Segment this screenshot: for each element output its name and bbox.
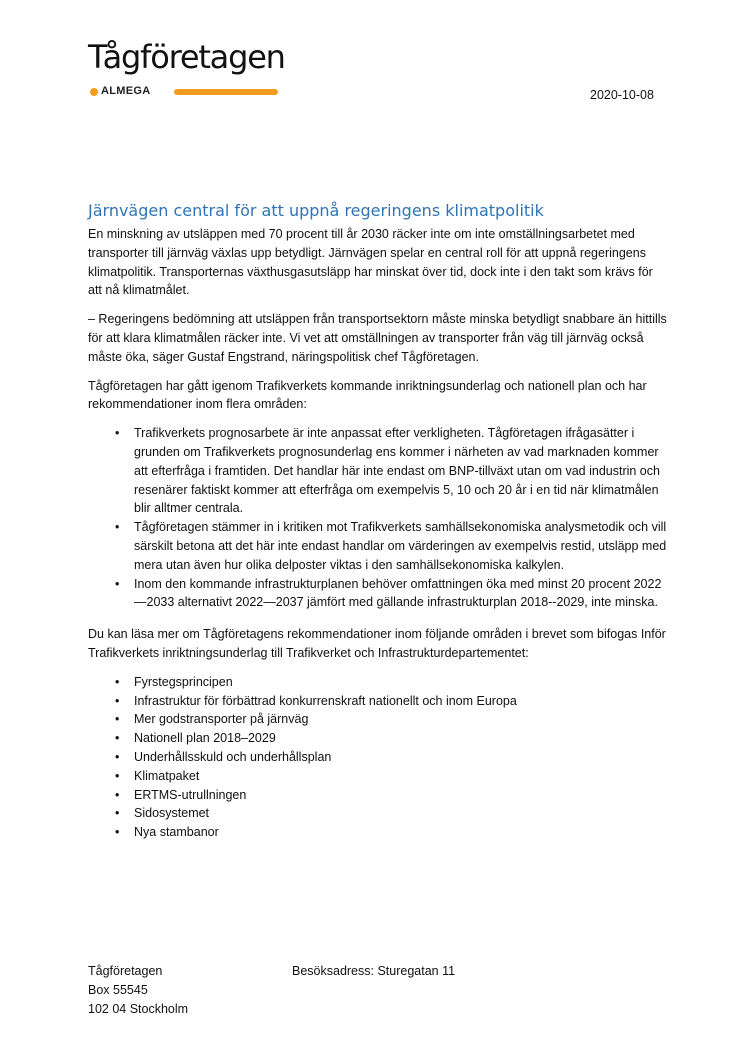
paragraph-quote: – Regeringens bedömning att utsläppen från transportsektorn måste minska betydligt snabbare än hittills för att klara klimatmålen räcker inte. Vi vet att omställningen av transporter från väg till järnväg också måste öka, säger Gustaf Engstrand, näringspolitisk chef Tågföretagen. <box>88 312 667 364</box>
footer-address <box>88 962 188 1018</box>
list-item: • Infrastruktur för förbättrad konkurrenskraft nationellt och inom Europa <box>134 692 668 711</box>
article-body <box>88 225 668 855</box>
list-item: • Inom den kommande infrastrukturplanen behöver omfattningen öka med minst 20 procent 2022—2033 alternativt 2022—2037 jämfört med gällande infrastrukturplan 2018--2029, inte minska. <box>134 575 668 613</box>
logo-almega-bar <box>90 87 280 97</box>
list-item: • Klimatpaket <box>134 767 668 786</box>
paragraph-recommendations: Tågföretagen har gått igenom Trafikverkets kommande inriktningsunderlag och nationell plan och har rekommendationer inom flera områden: <box>88 378 647 412</box>
list-item: • Fyrstegsprincipen <box>134 673 668 692</box>
list-item: • ERTMS-utrullningen <box>134 786 668 805</box>
paragraph-read-more: Du kan läsa mer om Tågföretagens rekommendationer inom följande områden i brevet som bifogas Inför Trafikverkets inriktningsunderlag till Trafikverket och Infrastrukturdepartementet: <box>88 627 666 660</box>
footer-org: Tågföretagen <box>88 964 163 978</box>
footer-box: Box 55545 <box>88 982 148 997</box>
list-item: • Underhållsskuld och underhållsplan <box>134 748 668 767</box>
document-date: 2020-10-08 <box>590 88 654 102</box>
company-logo <box>88 38 288 97</box>
article-title: Järnvägen central för att uppnå regeringens klimatpolitik <box>88 201 544 220</box>
list-item: • Nationell plan 2018–2029 <box>134 729 668 748</box>
logo-accent-line <box>174 89 278 95</box>
list-item: • Mer godstransporter på järnväg <box>134 710 668 729</box>
logo-dot-icon <box>90 88 98 96</box>
paragraph-intro: En minskning av utsläppen med 70 procent till år 2030 räcker inte om inte omställningsarbetet med transporter till järnväg växlas upp betydligt. Järnvägen spelar en central roll för att uppnå regeringens klimatpolitik. Transporternas växthusgasutsläpp har minskat över tid, dock inte i den takt som krävs för att nå klimatmålet. <box>88 227 653 298</box>
topic-list <box>88 673 668 842</box>
recommendation-list <box>88 424 668 612</box>
footer-city: 102 04 Stockholm <box>88 1001 189 1016</box>
footer-visit-address: Besöksadress: Sturegatan 11 <box>292 964 456 978</box>
logo-subtitle: ALMEGA <box>101 85 151 97</box>
list-item: • Tågföretagen stämmer in i kritiken mot Trafikverkets samhällsekonomiska analysmetodik och vill särskilt betona att det här inte endast handlar om värderingen av exempelvis restid, utsläpp med mera utan även hur olika delposter viktas i den samhällsekonomiska kalkylen. <box>134 518 668 574</box>
list-item: • Trafikverkets prognosarbete är inte anpassat efter verkligheten. Tågföretagen ifrågasätter i grunden om Trafikverkets prognosunderlag ens kommer i närheten av vad marknaden kommer att efterfråga i framtiden. Det handlar här inte endast om BNP-tillväxt utan om vad industrin och resenärer faktiskt kommer att efterfråga om exempelvis 5, 10 och 20 år i en tid när klimatmålen blir alltmer centrala. <box>134 424 668 518</box>
list-item: • Nya stambanor <box>134 823 668 842</box>
logo-wordmark: Tågföretagen <box>88 38 285 76</box>
list-item: • Sidosystemet <box>134 804 668 823</box>
